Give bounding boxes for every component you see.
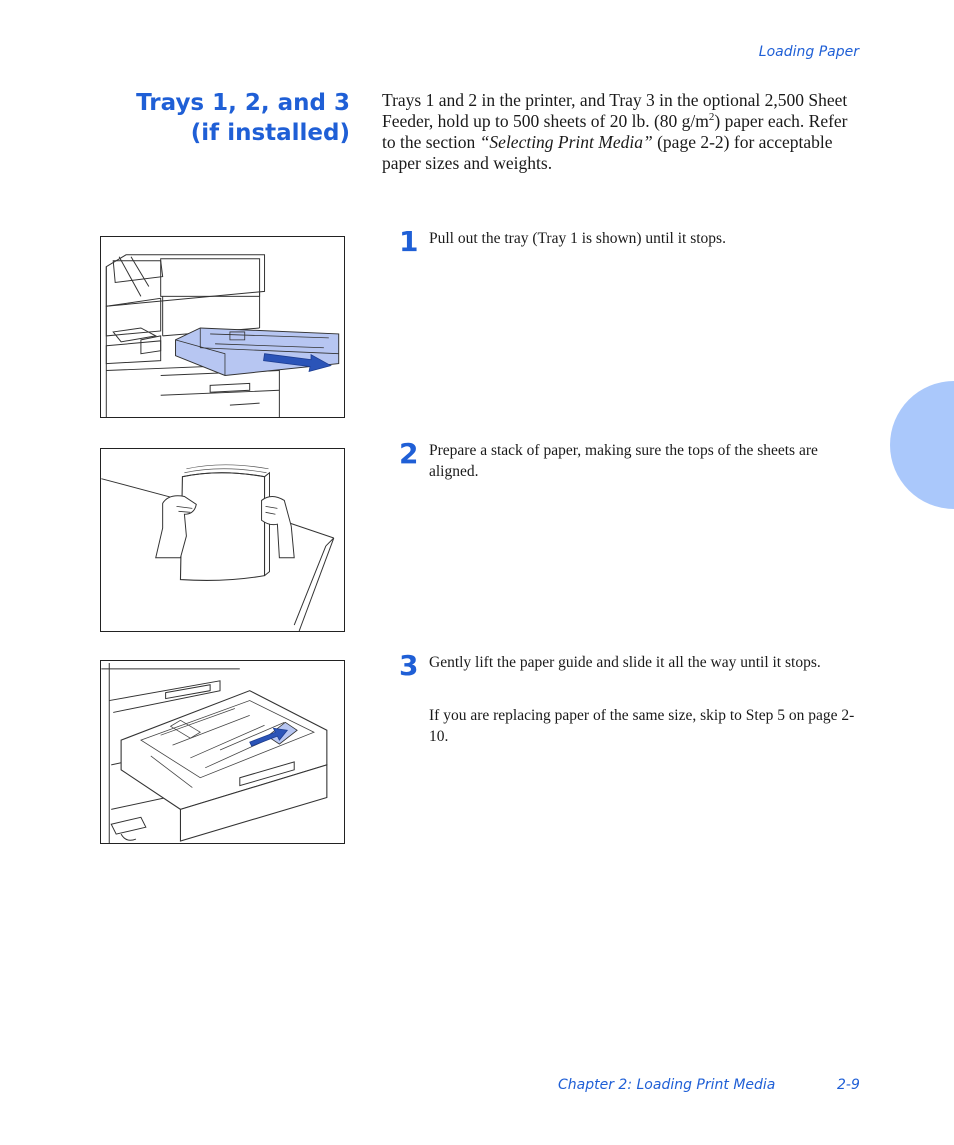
footer-page-number: 2-9 [837, 1077, 860, 1093]
paper-guide-illustration [101, 661, 344, 843]
step-3-note: If you are replacing paper of the same size, skip to Step 5 on page 2-10. [429, 707, 855, 745]
running-header: Loading Paper [758, 44, 859, 60]
footer-chapter: Chapter 2: Loading Print Media [558, 1077, 776, 1093]
page-footer [558, 1077, 860, 1093]
step-2-text: Prepare a stack of paper, making sure the tops of the sheets are aligned. [429, 442, 818, 480]
step-3-number: 3 [399, 649, 419, 682]
step-1-text: Pull out the tray (Tray 1 is shown) until it stops. [429, 230, 726, 247]
section-title: Trays 1, 2, and 3 (if installed) [136, 90, 350, 146]
step-1-number: 1 [399, 225, 419, 258]
printer-tray-illustration [101, 237, 344, 417]
step-2-number: 2 [399, 437, 419, 470]
step-3-text: Gently lift the paper guide and slide it all the way until it stops. [429, 654, 821, 671]
figure-pull-out-tray [100, 236, 345, 418]
intro-paragraph: Trays 1 and 2 in the printer, and Tray 3 in the optional 2,500 Sheet Feeder, hold up to 500 sheets of 20 lb. (80 $g/m^2$) paper each. Refer to the section “Selecting Print Media” (page 2-2) for acceptable paper sizes and weights. [382, 90, 848, 173]
chapter-side-tab [890, 381, 954, 509]
paper-stack-illustration [101, 449, 344, 631]
figure-paper-stack [100, 448, 345, 632]
figure-paper-guide [100, 660, 345, 844]
